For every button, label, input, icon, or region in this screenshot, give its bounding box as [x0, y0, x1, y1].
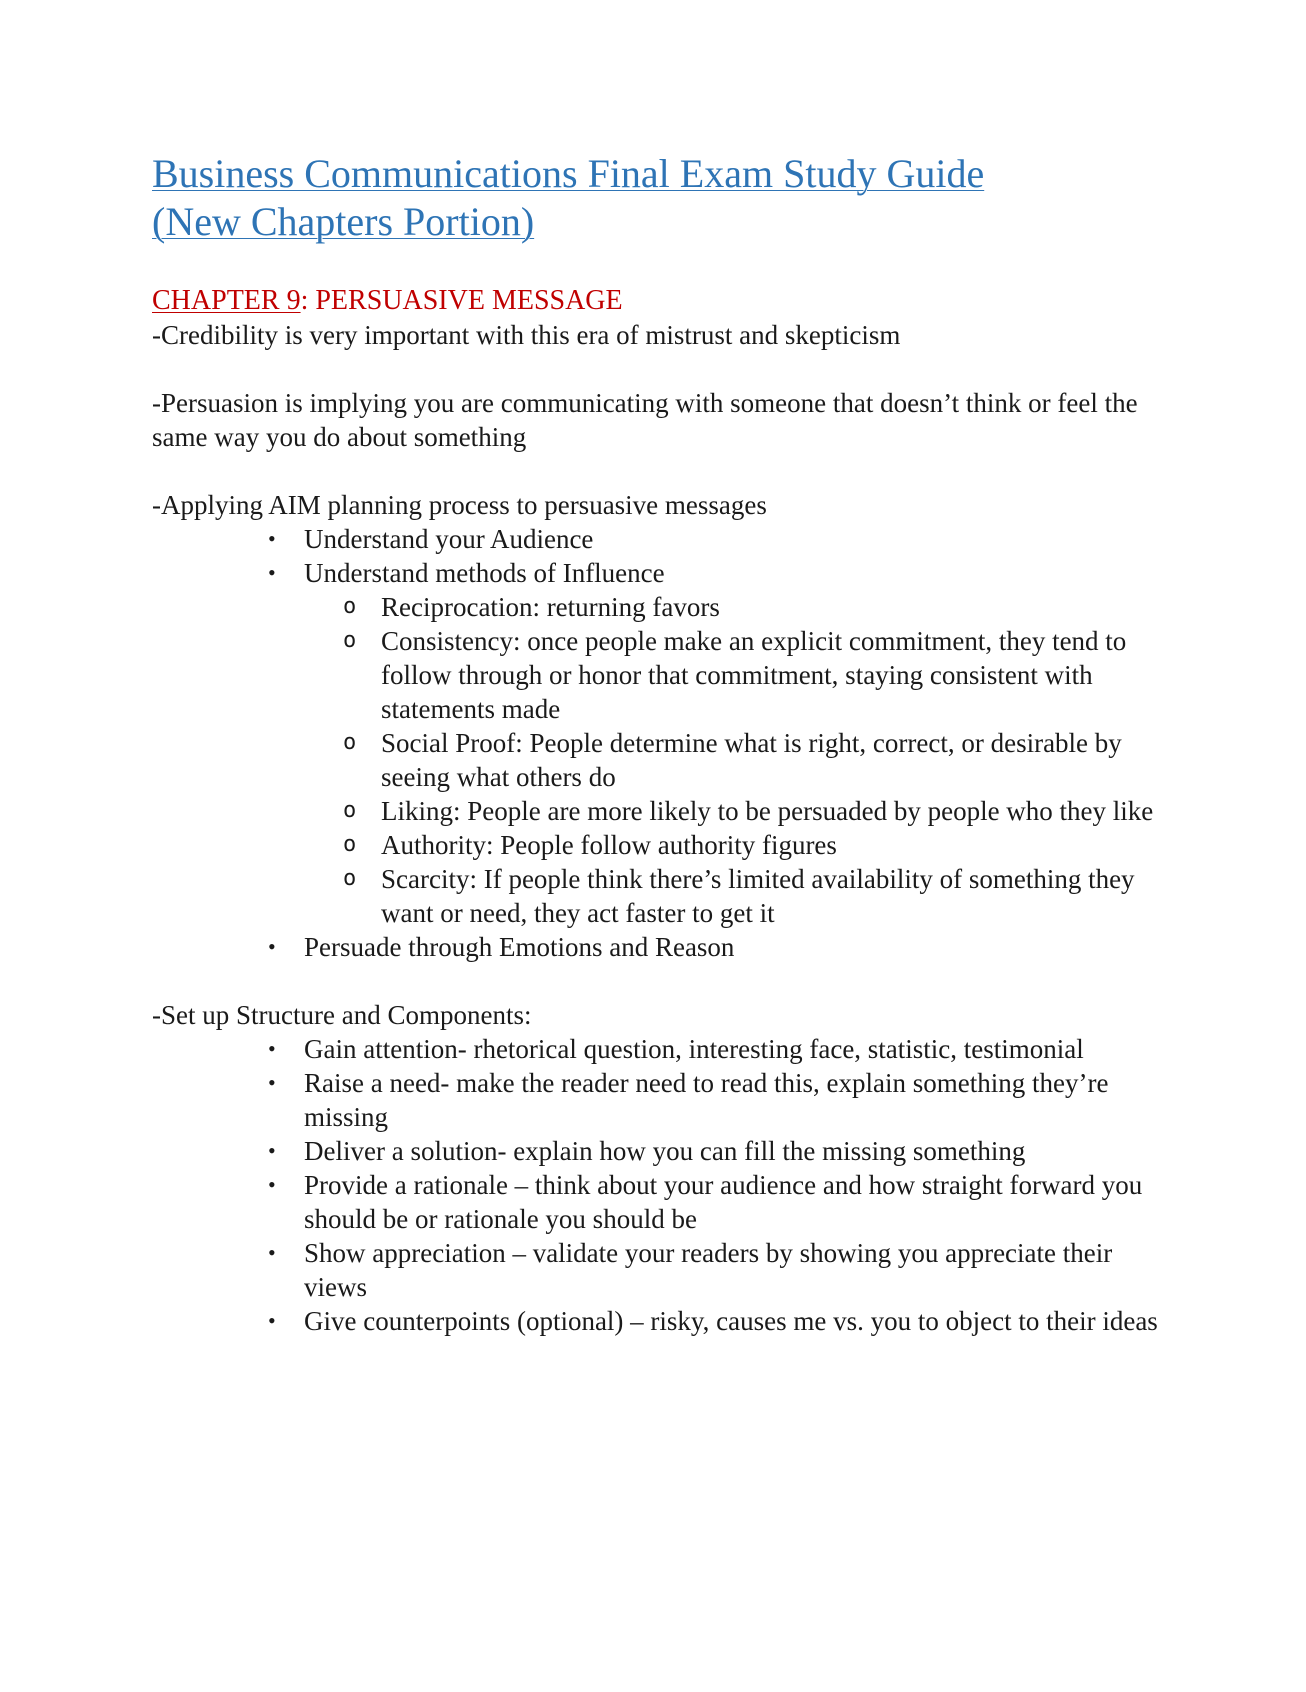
list-item-text: Understand methods of Influence	[304, 558, 665, 588]
list-item	[268, 556, 1162, 930]
sub-list-item-text: Social Proof: People determine what is right, correct, or desirable by seeing what others do	[381, 728, 1122, 792]
sub-list-item	[343, 726, 1162, 794]
title-line-2[interactable]: (New Chapters Portion)	[152, 199, 535, 244]
bullet-icon: •	[268, 1070, 276, 1095]
bullet-icon: •	[268, 1240, 276, 1265]
bullet-icon: •	[268, 1172, 276, 1197]
bullet-icon: •	[268, 1036, 276, 1061]
sub-list-item	[343, 624, 1162, 726]
structure-bullet-list	[152, 1032, 1162, 1338]
paragraph-persuasion: -Persuasion is implying you are communicating with someone that doesn’t think or feel the same way you do about something	[152, 388, 1138, 452]
bullet-icon: •	[268, 526, 276, 551]
list-item-text: Provide a rationale – think about your audience and how straight forward you should be or rationale you should be	[304, 1170, 1143, 1234]
circle-bullet-icon: o	[343, 628, 357, 653]
list-item-text: Understand your Audience	[304, 524, 594, 554]
list-item	[268, 522, 1162, 556]
circle-bullet-icon: o	[343, 594, 357, 619]
chapter-number: CHAPTER 9	[152, 285, 301, 316]
circle-bullet-icon: o	[343, 730, 357, 755]
chapter-heading	[152, 284, 1162, 318]
chapter-title: : PERSUASIVE MESSAGE	[300, 285, 623, 316]
list-item	[268, 1168, 1162, 1236]
document-title[interactable]	[152, 150, 1162, 246]
sub-list-item	[343, 794, 1162, 828]
sub-list-item-text: Liking: People are more likely to be persuaded by people who they like	[381, 796, 1154, 826]
bullet-icon: •	[268, 1308, 276, 1333]
sub-list-item-text: Consistency: once people make an explicit commitment, they tend to follow through or honor that commitment, staying consistent with statements made	[381, 626, 1127, 724]
list-item	[268, 1236, 1162, 1304]
list-item-text: Gain attention- rhetorical question, interesting face, statistic, testimonial	[304, 1034, 1084, 1064]
list-item	[268, 1134, 1162, 1168]
sub-list-item	[343, 862, 1162, 930]
list-item-text: Show appreciation – validate your readers by showing you appreciate their views	[304, 1238, 1113, 1302]
paragraph-structure: -Set up Structure and Components:	[152, 1000, 532, 1030]
aim-bullet-list	[152, 522, 1162, 964]
circle-bullet-icon: o	[343, 832, 357, 857]
list-item	[268, 1304, 1162, 1338]
sub-list-item	[343, 828, 1162, 862]
list-item-text: Raise a need- make the reader need to read this, explain something they’re missing	[304, 1068, 1109, 1132]
sub-list-item	[343, 590, 1162, 624]
document-page	[152, 150, 1162, 1338]
sub-list-item-text: Reciprocation: returning favors	[381, 592, 720, 622]
bullet-icon: •	[268, 560, 276, 585]
list-item	[268, 1066, 1162, 1134]
paragraph-aim: -Applying AIM planning process to persuasive messages	[152, 490, 767, 520]
title-line-1[interactable]: Business Communications Final Exam Study Guide	[152, 151, 985, 196]
paragraph-credibility: -Credibility is very important with this era of mistrust and skepticism	[152, 320, 901, 350]
list-item	[268, 1032, 1162, 1066]
sub-list-item-text: Authority: People follow authority figures	[381, 830, 837, 860]
list-item	[268, 930, 1162, 964]
circle-bullet-icon: o	[343, 866, 357, 891]
list-item-text: Persuade through Emotions and Reason	[304, 932, 735, 962]
list-item-text: Give counterpoints (optional) – risky, causes me vs. you to object to their ideas	[304, 1306, 1158, 1336]
bullet-icon: •	[268, 1138, 276, 1163]
influence-sub-list	[304, 590, 1162, 930]
bullet-icon: •	[268, 934, 276, 959]
sub-list-item-text: Scarcity: If people think there’s limited availability of something they want or need, they act faster to get it	[381, 864, 1135, 928]
circle-bullet-icon: o	[343, 798, 357, 823]
list-item-text: Deliver a solution- explain how you can fill the missing something	[304, 1136, 1026, 1166]
